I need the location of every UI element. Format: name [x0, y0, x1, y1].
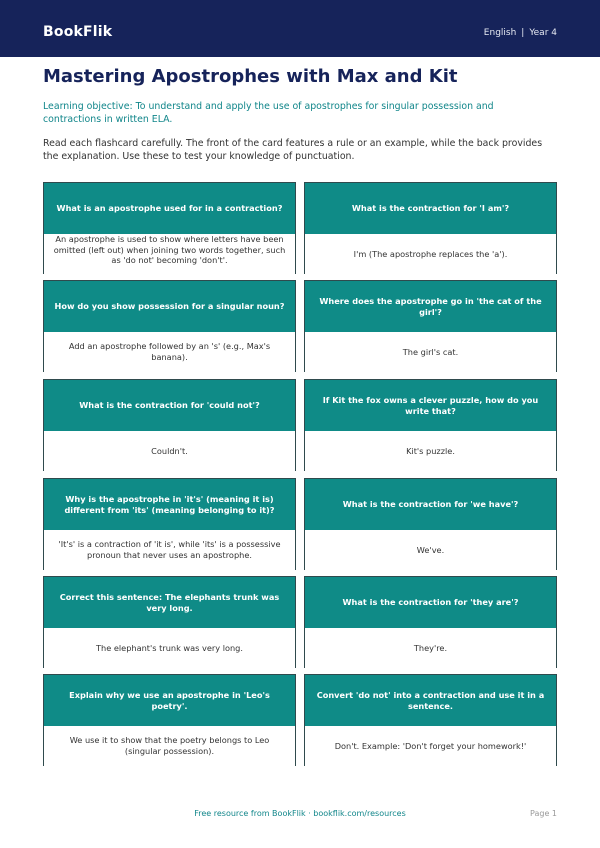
learning-objective: Learning objective: To understand and apply the use of apostrophes for singular possession and contractions in written ELA.	[43, 101, 494, 125]
page-number: Page 1	[530, 809, 557, 818]
flashcard-front: Correct this sentence: The elephants trunk was very long.	[44, 577, 295, 628]
breadcrumb-subject: English	[483, 28, 517, 38]
flashcard-back: The girl's cat.	[305, 332, 556, 372]
breadcrumb-grade: Year 4	[529, 28, 557, 38]
flashcard-front: What is the contraction for 'they are'?	[305, 577, 556, 628]
flashcard-back: We use it to show that the poetry belongs to Leo (singular possession).	[44, 726, 295, 766]
footer-resource-link[interactable]: Free resource from BookFlik · bookflik.com/resources	[194, 809, 406, 818]
flashcard[interactable]	[304, 280, 557, 372]
flashcard-back: They're.	[305, 628, 556, 668]
flashcard-front: Convert 'do not' into a contraction and use it in a sentence.	[305, 675, 556, 726]
flashcard[interactable]	[304, 478, 557, 570]
page-title: Mastering Apostrophes with Max and Kit	[43, 66, 458, 87]
flashcard-back: Couldn't.	[44, 431, 295, 471]
flashcard-back: We've.	[305, 530, 556, 570]
flashcard-back: I'm (The apostrophe replaces the 'a').	[305, 234, 556, 274]
flashcard[interactable]	[43, 280, 296, 372]
flashcard-front: What is the contraction for 'could not'?	[44, 380, 295, 431]
flashcard[interactable]	[304, 674, 557, 766]
flashcard-back: Kit's puzzle.	[305, 431, 556, 471]
flashcard[interactable]	[43, 576, 296, 668]
breadcrumb-separator: |	[521, 28, 525, 38]
breadcrumb	[484, 28, 557, 38]
flashcard-front: What is the contraction for 'we have'?	[305, 479, 556, 530]
flashcard[interactable]	[304, 379, 557, 471]
flashcard[interactable]	[43, 182, 296, 274]
flashcard-back: The elephant's trunk was very long.	[44, 628, 295, 668]
flashcard-front: Why is the apostrophe in 'it's' (meaning it is) different from 'its' (meaning belonging to it)?	[44, 479, 295, 530]
flashcard-front: Where does the apostrophe go in 'the cat of the girl'?	[305, 281, 556, 332]
flashcard[interactable]	[43, 379, 296, 471]
flashcard-front: What is an apostrophe used for in a contraction?	[44, 183, 295, 234]
flashcard-front: If Kit the fox owns a clever puzzle, how do you write that?	[305, 380, 556, 431]
flashcard[interactable]	[43, 478, 296, 570]
flashcard[interactable]	[304, 576, 557, 668]
flashcard-front: How do you show possession for a singular noun?	[44, 281, 295, 332]
instructions-text: Read each flashcard carefully. The front of the card features a rule or an example, while the back provides the explanation. Use these to test your knowledge of punctuation.	[43, 138, 543, 162]
header-bar	[0, 0, 600, 57]
brand-logo[interactable]: BookFlik	[43, 24, 113, 40]
flashcard-front: Explain why we use an apostrophe in 'Leo's poetry'.	[44, 675, 295, 726]
flashcard-back: Add an apostrophe followed by an 's' (e.g., Max's banana).	[44, 332, 295, 372]
flashcard-back: An apostrophe is used to show where letters have been omitted (left out) when joining two words together, such as 'do not' becoming 'don't'.	[44, 234, 295, 274]
flashcard[interactable]	[43, 674, 296, 766]
flashcard-front: What is the contraction for 'I am'?	[305, 183, 556, 234]
flashcard-back: Don't. Example: 'Don't forget your homework!'	[305, 726, 556, 766]
flashcard[interactable]	[304, 182, 557, 274]
flashcard-back: 'It's' is a contraction of 'it is', while 'its' is a possessive pronoun that never uses an apostrophe.	[44, 530, 295, 570]
